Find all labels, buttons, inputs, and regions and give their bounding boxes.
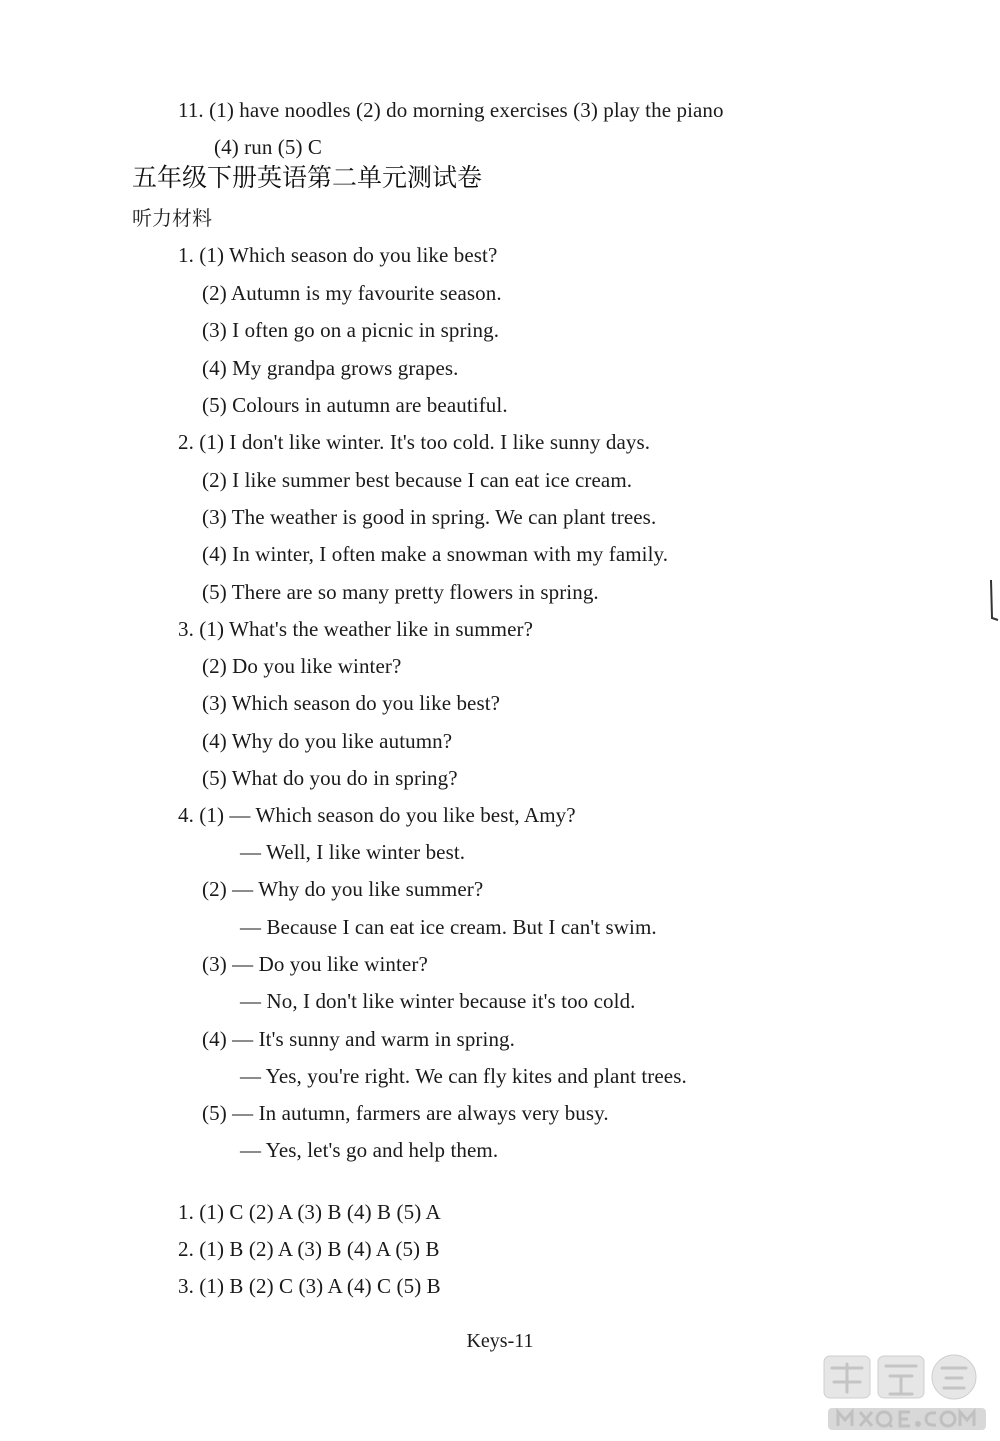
answer-row-3: 3. (1) B (2) C (3) A (4) C (5) B bbox=[178, 1274, 441, 1298]
q4-dialogue-3-reply: — No, I don't like winter because it's too cold. bbox=[240, 989, 636, 1013]
q2-line-3: (3) The weather is good in spring. We can plant trees. bbox=[202, 505, 657, 529]
q1-line-5: (5) Colours in autumn are beautiful. bbox=[202, 393, 508, 417]
watermark-logo bbox=[818, 1352, 996, 1436]
q4-dialogue-2-question: (2) — Why do you like summer? bbox=[202, 877, 484, 901]
answer-row-2: 2. (1) B (2) A (3) B (4) A (5) B bbox=[178, 1237, 440, 1261]
q1-line-4: (4) My grandpa grows grapes. bbox=[202, 356, 459, 380]
watermark-graphic bbox=[818, 1352, 996, 1436]
section-title: 五年级下册英语第二单元测试卷 bbox=[132, 163, 483, 192]
page-footer: Keys-11 bbox=[466, 1330, 534, 1352]
q2-line-2: (2) I like summer best because I can eat ice cream. bbox=[202, 468, 633, 492]
q2-line-5: (5) There are so many pretty flowers in spring. bbox=[202, 580, 599, 604]
q2-line-1: 2. (1) I don't like winter. It's too cold. I like sunny days. bbox=[178, 430, 651, 454]
q1-line-2: (2) Autumn is my favourite season. bbox=[202, 281, 502, 305]
q2-line-4: (4) In winter, I often make a snowman with my family. bbox=[202, 542, 669, 566]
q4-dialogue-2-reply: — Because I can eat ice cream. But I can't swim. bbox=[240, 915, 657, 939]
q4-dialogue-1-reply: — Well, I like winter best. bbox=[240, 840, 466, 864]
q4-dialogue-5-question: (5) — In autumn, farmers are always very busy. bbox=[202, 1101, 609, 1125]
q3-line-2: (2) Do you like winter? bbox=[202, 654, 402, 678]
q1-line-1: 1. (1) Which season do you like best? bbox=[178, 243, 498, 267]
q3-line-3: (3) Which season do you like best? bbox=[202, 691, 501, 715]
q11-answer-line-1: 11. (1) have noodles (2) do morning exercises (3) play the piano bbox=[178, 98, 724, 122]
q4-dialogue-5-reply: — Yes, let's go and help them. bbox=[240, 1138, 499, 1162]
q4-dialogue-4-question: (4) — It's sunny and warm in spring. bbox=[202, 1027, 516, 1051]
q3-line-5: (5) What do you do in spring? bbox=[202, 766, 458, 790]
q4-dialogue-4-reply: — Yes, you're right. We can fly kites and plant trees. bbox=[240, 1064, 687, 1088]
q3-line-4: (4) Why do you like autumn? bbox=[202, 729, 453, 753]
edge-scan-mark bbox=[988, 578, 1000, 626]
q4-dialogue-1-question: 4. (1) — Which season do you like best, Amy? bbox=[178, 803, 576, 827]
q11-answer-line-2: (4) run (5) C bbox=[214, 135, 323, 159]
listening-material-title: 听力材料 bbox=[132, 206, 212, 230]
q3-line-1: 3. (1) What's the weather like in summer? bbox=[178, 617, 534, 641]
q1-line-3: (3) I often go on a picnic in spring. bbox=[202, 318, 500, 342]
answer-row-1: 1. (1) C (2) A (3) B (4) B (5) A bbox=[178, 1200, 441, 1224]
q4-dialogue-3-question: (3) — Do you like winter? bbox=[202, 952, 428, 976]
